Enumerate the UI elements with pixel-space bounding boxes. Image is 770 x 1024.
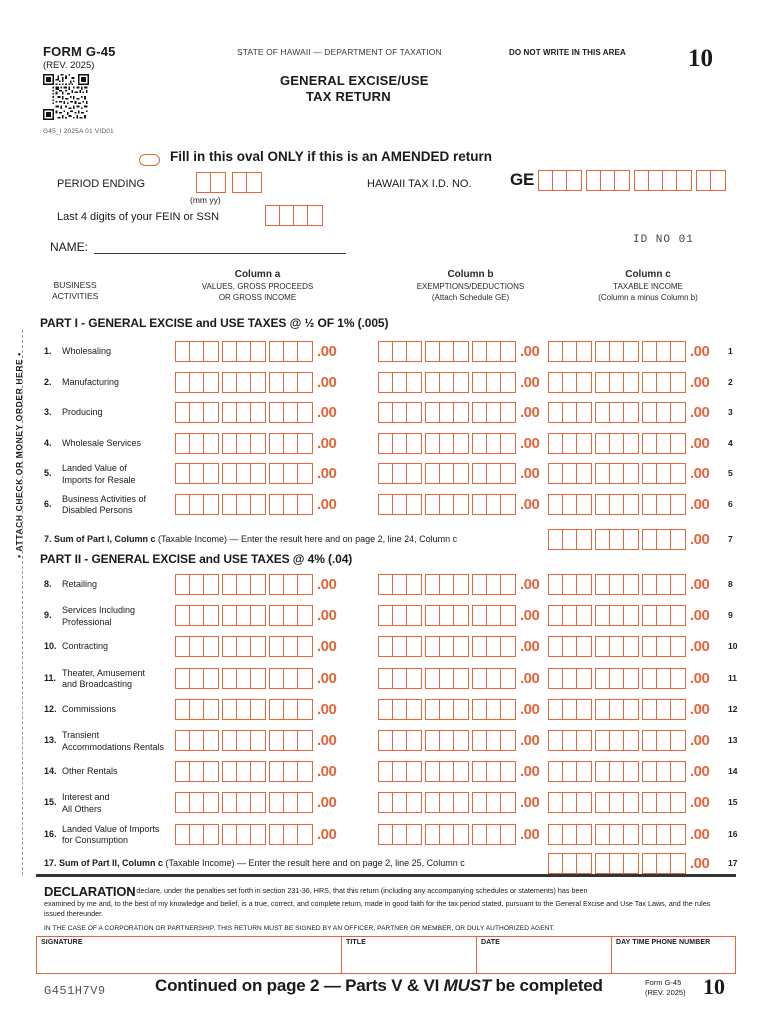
right-margin-line-number: 5 [728,468,733,478]
decimal-suffix: .00 [520,434,540,452]
decimal-suffix: .00 [317,465,337,482]
right-margin-line-number: 16 [728,828,738,839]
declaration-top-rule [36,874,736,877]
id-no-marker: ID NO 01 [633,234,694,246]
column-c-line2: (Column a minus Column b) [598,292,698,302]
right-margin-line-number: 11 [728,672,737,683]
form-line-row [0,790,770,820]
line-description: Wholesaling [62,346,112,356]
col-c-amount-input[interactable] [548,463,709,484]
col-b-amount-input[interactable] [378,761,539,782]
line-number-label: 8. [44,579,52,589]
right-margin-line-number: 9 [728,610,733,621]
part-1-title: PART I - GENERAL EXCISE and USE TAXES @ ½ OF 1% (.005) [40,316,389,330]
line-description: Landed Value of Imports for Consumption [62,823,160,846]
period-ending-year-input[interactable] [232,172,262,193]
column-c-title: Column c [625,269,671,280]
signature-label: SIGNATURE [41,939,83,946]
fein-ssn-label: Last 4 digits of your FEIN or SSN [57,211,220,223]
sum-line-description: 7. Sum of Part I, Column c (Taxable Income) — Enter the result here and on page 2, line 24, Column c [44,534,458,544]
col-c-amount-input[interactable] [548,574,709,595]
footer-form-rev: (REV. 2025) [645,988,686,998]
line-description: Transient Accommodations Rentals [62,730,165,752]
col-b-amount-input[interactable] [378,341,539,362]
decimal-suffix: .00 [317,794,337,812]
decimal-suffix: .00 [520,495,540,513]
right-margin-line-number: 13 [728,735,738,745]
decimal-suffix: .00 [690,343,710,360]
decimal-suffix: .00 [317,343,337,360]
col-a-amount-input[interactable] [175,730,336,751]
line-description: Wholesale Services [62,437,142,448]
line-number-label: 4. [44,437,52,448]
decimal-suffix: .00 [317,434,337,452]
decimal-suffix: .00 [520,669,540,687]
col-b-amount-input[interactable] [378,636,539,657]
decimal-suffix: .00 [690,373,710,391]
declaration-body-rest: examined by me and, to the best of my knowledge and belief, is a true, correct, and complete return, made in good faith for the tax period stated, pursuant to the General Excise and Use Tax Laws, and the rules issued thereunder. [44,899,711,919]
col-a-amount-input[interactable] [175,668,336,689]
business-activities-line2: ACTIVITIES [52,291,99,302]
col-b-amount-input[interactable] [378,730,539,751]
col-a-amount-input[interactable] [175,574,336,595]
col-a-amount-input[interactable] [175,792,336,813]
col-c-amount-input[interactable] [548,605,709,626]
form-line-row [0,572,770,602]
col-c-amount-input[interactable] [548,433,709,454]
decimal-suffix: .00 [690,669,710,687]
form-revision: (REV. 2025) [43,60,95,71]
decimal-suffix: .00 [690,825,710,843]
col-a-amount-input[interactable] [175,433,336,454]
line-number-label: 1. [44,346,52,356]
column-a-title: Column a [234,269,281,280]
decimal-suffix: .00 [317,763,337,781]
decimal-suffix: .00 [520,794,540,812]
right-margin-line-number: 6 [728,498,733,509]
col-b-amount-input[interactable] [378,372,539,393]
signature-row [36,936,736,974]
date-field[interactable] [477,937,612,973]
form-line-row [0,461,770,491]
col-c-amount-input[interactable] [548,761,709,782]
col-a-amount-input[interactable] [175,494,336,515]
decimal-suffix: .00 [520,825,540,843]
state-department-line: STATE OF HAWAII — DEPARTMENT OF TAXATION [237,47,442,57]
right-margin-line-number: 10 [728,641,738,652]
footer-form-name: Form G-45 [645,978,682,987]
page-number-header: 10 [688,45,713,72]
decimal-suffix: .00 [520,465,540,482]
col-a-amount-input[interactable] [175,699,336,720]
decimal-suffix: .00 [317,607,337,625]
form-code: FORM G-45 [43,44,116,59]
col-c-amount-input[interactable] [548,402,709,423]
form-line-row [0,400,770,430]
form-line-row [0,822,770,852]
decimal-suffix: .00 [317,495,337,513]
continued-notice-emph: MUST [443,976,492,995]
decimal-suffix: .00 [520,343,540,360]
form-line-row [0,728,770,758]
decimal-suffix: .00 [690,531,710,548]
decimal-suffix: .00 [690,607,710,625]
line-number-label: 16. [44,828,57,839]
col-c-amount-input[interactable] [548,668,709,689]
title-label: TITLE [346,939,366,946]
decimal-suffix: .00 [520,638,540,656]
hawaii-tax-id-label: HAWAII TAX I.D. NO. [367,178,472,190]
right-margin-line-number: 2 [728,376,733,387]
continued-notice-post: be completed [491,976,603,995]
line-description: Commissions [62,703,117,714]
col-b-amount-input[interactable] [378,668,539,689]
line-number-label: 3. [44,407,52,417]
line-description: Business Activities of Disabled Persons [62,493,147,516]
line-number-label: 13. [44,735,57,745]
col-b-amount-input[interactable] [378,792,539,813]
right-margin-line-number: 15 [728,797,738,808]
right-margin-line-number: 14 [728,766,738,777]
decimal-suffix: .00 [317,576,337,593]
line-description: Retailing [62,579,98,589]
decimal-suffix: .00 [690,576,710,593]
form-line-row [0,431,770,461]
decimal-suffix: .00 [520,373,540,391]
column-c-header [548,268,748,303]
decimal-suffix: .00 [690,638,710,656]
declaration-corporation-note: IN THE CASE OF A CORPORATION OR PARTNERSHIP, THIS RETURN MUST BE SIGNED BY AN OFFICER, PARTNER OR MEMBER, OR DULY AUTHORIZED AGENT. [44,925,555,932]
period-format-hint: (mm yy) [190,195,221,205]
decimal-suffix: .00 [520,732,540,749]
amended-return-oval[interactable] [139,154,160,166]
col-c-amount-input[interactable] [548,636,709,657]
col-a-amount-input[interactable] [175,463,336,484]
business-activities-line1: BUSINESS [53,280,97,290]
line-description: Theater, Amusement and Broadcasting [62,667,146,690]
col-a-amount-input[interactable] [175,341,336,362]
column-a-line2: OR GROSS INCOME [218,292,297,302]
form-line-row [0,492,770,522]
date-label: DATE [481,939,500,946]
continued-notice-pre: Continued on page 2 — Parts V & VI [155,976,444,995]
col-c-amount-input[interactable] [548,372,709,393]
decimal-suffix: .00 [690,404,710,421]
col-c-amount-input[interactable] [548,699,709,720]
col-b-amount-input[interactable] [378,574,539,595]
column-a-header [165,268,350,303]
decimal-suffix: .00 [317,404,337,421]
decimal-suffix: .00 [317,825,337,843]
name-input[interactable] [94,253,346,254]
decimal-suffix: .00 [317,373,337,391]
form-title-line1: GENERAL EXCISE/USE [280,73,429,88]
part-2-title: PART II - GENERAL EXCISE and USE TAXES @ 4% (.04) [40,552,353,566]
footer-page-number: 10 [703,974,725,999]
phone-field[interactable] [612,937,734,973]
col-a-amount-input[interactable] [175,761,336,782]
sum-line-description: 17. Sum of Part II, Column c (Taxable Income) — Enter the result here and on page 2, line 25, Column c [44,858,465,868]
decimal-suffix: .00 [690,700,710,718]
decimal-suffix: .00 [520,700,540,718]
form-line-row [0,759,770,789]
fein-ssn-input[interactable] [265,205,323,226]
col-a-amount-input[interactable] [175,636,336,657]
right-margin-line-number: 1 [728,346,733,356]
decimal-suffix: .00 [690,434,710,452]
decimal-suffix: .00 [520,404,540,421]
business-activities-header [52,280,98,303]
decimal-suffix: .00 [317,669,337,687]
line-description: Services Including Professional [62,605,136,627]
line-number-label: 15. [44,797,57,808]
decimal-suffix: .00 [520,576,540,593]
right-margin-line-number: 7 [728,534,733,544]
col-a-amount-input[interactable] [175,605,336,626]
col-c-amount-input[interactable] [548,824,709,845]
decimal-suffix: .00 [690,794,710,812]
col-c-amount-input[interactable] [548,792,709,813]
decimal-suffix: .00 [317,638,337,656]
decimal-suffix: .00 [690,732,710,749]
continued-notice [155,976,603,996]
decimal-suffix: .00 [520,763,540,781]
form-title-line2: TAX RETURN [306,89,391,104]
line-description: Other Rentals [62,766,118,777]
form-line-row [0,603,770,633]
column-a-line1: VALUES, GROSS PROCEEDS [201,282,314,292]
tax-id-prefix: GE [510,170,535,189]
column-b-header [378,268,563,303]
decimal-suffix: .00 [690,495,710,513]
col-b-amount-input[interactable] [378,463,539,484]
period-ending-month-input[interactable] [196,172,226,193]
column-b-line1: EXEMPTIONS/DEDUCTIONS [416,282,525,292]
qr-code-icon [43,74,89,120]
line-number-label: 12. [44,703,57,714]
line-description: Contracting [62,641,109,652]
line-number-label: 6. [44,498,52,509]
phone-label: DAY TIME PHONE NUMBER [616,939,711,946]
name-label: NAME: [50,240,89,254]
right-margin-line-number: 17 [728,858,738,868]
decimal-suffix: .00 [690,763,710,781]
col-b-amount-input[interactable] [378,402,539,423]
line-number-label: 9. [44,610,52,621]
period-ending-label: PERIOD ENDING [57,178,146,190]
right-margin-line-number: 12 [728,703,738,714]
line-number-label: 5. [44,468,52,478]
col-b-amount-input[interactable] [378,824,539,845]
form-line-row [0,666,770,696]
col-b-amount-input[interactable] [378,433,539,454]
form-line-row [0,634,770,664]
right-margin-line-number: 3 [728,407,733,417]
line-number-label: 11. [44,672,57,683]
line-number-label: 14. [44,766,57,777]
col-c-amount-input[interactable] [548,494,709,515]
col-b-amount-input[interactable] [378,605,539,626]
footer-barcode-text: G451H7V9 [44,984,106,998]
col-a-amount-input[interactable] [175,372,336,393]
signature-field[interactable] [37,937,342,973]
right-margin-line-number: 4 [728,437,733,448]
form-vid-code: G45_I 2025A 01 VID01 [43,128,114,135]
col-c-amount-input[interactable] [548,730,709,751]
decimal-suffix: .00 [690,855,710,872]
do-not-write-notice: DO NOT WRITE IN THIS AREA [509,48,626,57]
form-line-row [0,697,770,727]
sum-amount-input[interactable] [548,529,709,550]
col-a-amount-input[interactable] [175,402,336,423]
title-field[interactable] [342,937,477,973]
col-b-amount-input[interactable] [378,494,539,515]
hawaii-tax-id-input[interactable] [538,170,726,191]
declaration-heading: DECLARATION [44,884,136,899]
line-description: Landed Value of Imports for Resale [62,463,136,485]
line-description: Producing [62,407,103,417]
sum-amount-input[interactable] [548,853,709,874]
column-c-line1: TAXABLE INCOME [613,282,683,292]
decimal-suffix: .00 [317,732,337,749]
declaration-body-line1: - I declare, under the penalties set forth in section 231-36, HRS, that this return (including any accompanying schedules or statements) has been [128,886,588,895]
decimal-suffix: .00 [690,465,710,482]
attach-check-note-text: • ATTACH CHECK OR MONEY ORDER HERE • [14,352,24,558]
column-b-line2: (Attach Schedule GE) [431,292,510,302]
line-description: Manufacturing [62,376,120,387]
amended-return-label: Fill in this oval ONLY if this is an AMENDED return [170,149,493,164]
column-b-title: Column b [447,269,494,280]
line-description: Interest and All Others [62,792,110,814]
footer-form-label [645,978,686,998]
right-margin-line-number: 8 [728,579,733,589]
col-a-amount-input[interactable] [175,824,336,845]
decimal-suffix: .00 [317,700,337,718]
line-number-label: 10. [44,641,57,652]
col-c-amount-input[interactable] [548,341,709,362]
form-line-row [0,339,770,369]
form-line-row [0,370,770,400]
decimal-suffix: .00 [520,607,540,625]
col-b-amount-input[interactable] [378,699,539,720]
line-number-label: 2. [44,376,52,387]
